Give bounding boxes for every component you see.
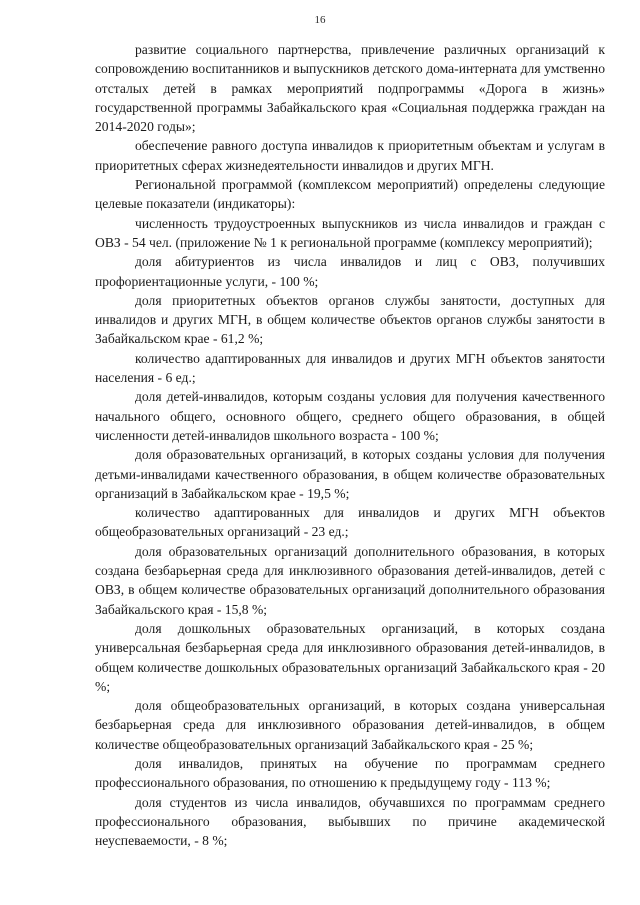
page-number: 16 <box>314 14 326 26</box>
paragraph: доля образовательных организаций дополнительного образования, в которых создана безбарьерная среда для инклюзивного образования детей-инвалидов, детей с ОВЗ, в общем количестве образовательных организаций дополнительного образования Забайкальского края - 15,8 %; <box>95 543 605 617</box>
document-body <box>95 40 605 850</box>
paragraph: доля студентов из числа инвалидов, обучавшихся по программам среднего профессионального образования, выбывших по причине академической неуспеваемости, - 8 %; <box>95 794 605 849</box>
paragraph: доля общеобразовательных организаций, в которых создана универсальная безбарьерная среда для инклюзивного образования детей-инвалидов, в общем количестве общеобразовательных организаций Забайкальского края - 25 %; <box>95 698 605 752</box>
paragraph: обеспечение равного доступа инвалидов к приоритетным объектам и услугам в приоритетных сферах жизнедеятельности инвалидов и других МГН. <box>95 138 605 173</box>
paragraph: доля дошкольных образовательных организаций, в которых создана универсальная безбарьерная среда для инклюзивного образования детей-инвалидов, в общем количестве дошкольных образовательных организаций Забайкальского края - 20 %; <box>95 620 605 694</box>
paragraph: развитие социального партнерства, привлечение различных организаций к сопровождению воспитанников и выпускников детского дома-интерната для умственно отсталых детей в рамках мероприятий подпрограммы «Дорога в жизнь» государственной программы Забайкальского края «Социальная поддержка граждан на 2014-2020 годы»; <box>95 42 605 135</box>
paragraph: Региональной программой (комплексом мероприятий) определены следующие целевые показатели (индикаторы): <box>95 177 605 212</box>
paragraph: доля приоритетных объектов органов службы занятости, доступных для инвалидов и других МГН, в общем количестве объектов органов службы занятости в Забайкальском крае - 61,2 %; <box>95 292 605 347</box>
paragraph: доля образовательных организаций, в которых созданы условия для получения детьми-инвалидами качественного образования, в общем количестве образовательных организаций в Забайкальском крае - 19,5 %; <box>95 447 605 501</box>
paragraph: доля инвалидов, принятых на обучение по программам среднего профессионального образования, по отношению к предыдущему году - 113 %; <box>95 755 605 791</box>
paragraph: доля абитуриентов из числа инвалидов и лиц с ОВЗ, получивших профориентационные услуги, - 100 %; <box>95 254 605 289</box>
paragraph: количество адаптированных для инвалидов и других МГН объектов занятости населения - 6 ед.; <box>95 350 605 386</box>
paragraph: доля детей-инвалидов, которым созданы условия для получения качественного начального общего, основного общего, среднего общего образования, в общей численности детей-инвалидов школьного возраста - 100 %; <box>95 389 605 443</box>
paragraph: численность трудоустроенных выпускников из числа инвалидов и граждан с ОВЗ - 54 чел. (приложение № 1 к региональной программе (комплексу мероприятий); <box>95 215 605 250</box>
paragraph: количество адаптированных для инвалидов и других МГН объектов общеобразовательных организаций - 23 ед.; <box>95 505 605 540</box>
